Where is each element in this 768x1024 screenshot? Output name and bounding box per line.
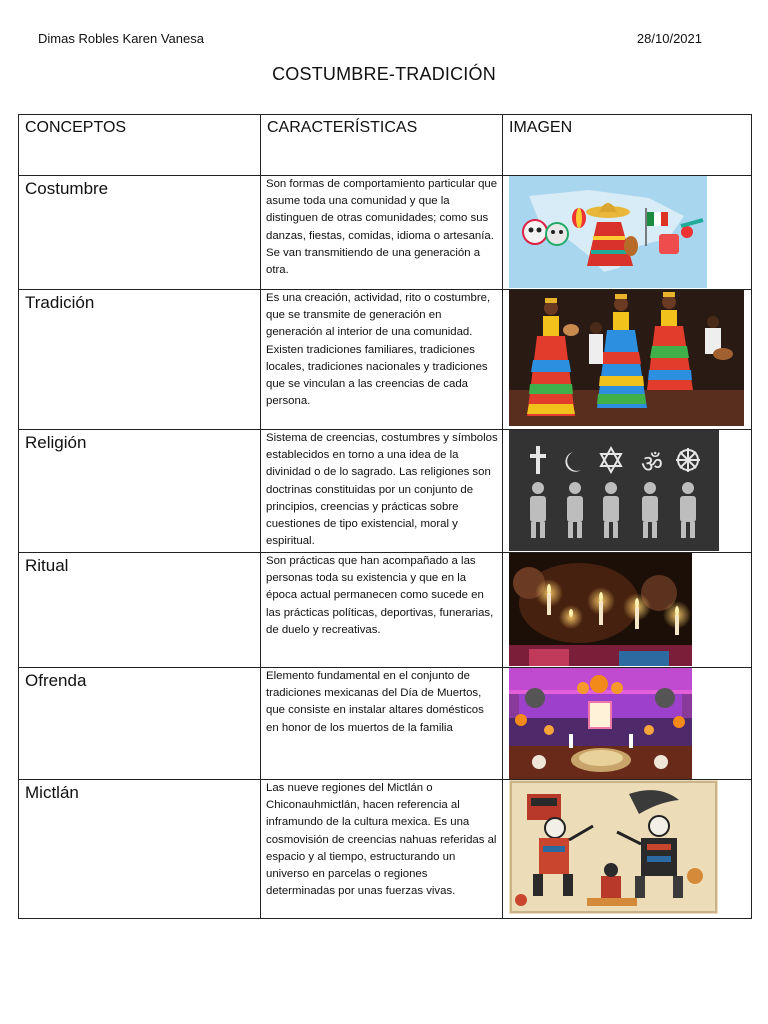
table-row [19,176,752,290]
description-cell: Las nueve regiones del Mictlán o Chiconauhmictlán, hacen referencia al inframundo de la cultura mexica. Es una cosmovisión de creencias nahuas referidas al espacio y al tiempo, estructurando un universo en parcelas o regiones determinadas por unas fuerzas vivas. [261,780,503,919]
table-row [19,553,752,668]
image-cell [503,668,752,780]
concept-cell: Religión [19,430,261,553]
image-cell [503,780,752,919]
svg-text:ॐ: ॐ [641,450,663,478]
table-row [19,290,752,430]
description-cell: Son prácticas que han acompañado a las personas toda su existencia y que en la época actual permanecen como sucede en las prácticas políticas, deportivas, funerarias, de duelo y recreativas. [261,553,503,668]
concept-cell: Ofrenda [19,668,261,780]
aztec-codex-image [509,780,751,914]
religion-symbols-image [509,430,751,551]
author-name: Dimas Robles Karen Vanesa [38,31,204,46]
concept-cell: Ritual [19,553,261,668]
image-cell [503,290,752,430]
page-title: COSTUMBRE-TRADICIÓN [272,64,496,84]
document-header [38,31,702,49]
column-header-conceptos: CONCEPTOS [19,115,261,176]
concepts-table [18,114,752,919]
table-row [19,668,752,780]
table-row [19,430,752,553]
concept-cell: Mictlán [19,780,261,919]
description-cell: Elemento fundamental en el conjunto de tradiciones mexicanas del Día de Muertos, que consiste en instalar altares domésticos en honor de los muertos de la familia [261,668,503,780]
folk-dancers-image [509,290,751,426]
document-date: 28/10/2021 [636,31,702,46]
column-header-caracteristicas: CARACTERÍSTICAS [261,115,503,176]
description-cell: Sistema de creencias, costumbres y símbolos establecidos en torno a una idea de la divinidad o de lo sagrado. Las religiones son doctrinas constituidas por un conjunto de principios, creencias y prácticas sobre cuestiones de tipo existencial, moral y espiritual. [261,430,503,553]
description-cell: Es una creación, actividad, rito o costumbre, que se transmite de generación en generación al interior de una comunidad. Existen tradiciones familiares, tradiciones locales, tradiciones nacionales y tradiciones que se vinculan a las creencias de cada persona. [261,290,503,430]
description-cell: Son formas de comportamiento particular que asume toda una comunidad y que la distinguen de otras comunidades; como sus danzas, fiestas, comidas, idioma o artesanía. Se van transmitiendo de una generación a otra. [261,176,503,290]
table-row [19,780,752,919]
table-header-row [19,115,752,176]
image-cell [503,553,752,668]
column-header-imagen: IMAGEN [503,115,752,176]
concept-cell: Costumbre [19,176,261,290]
mexico-culture-image [509,176,751,288]
image-cell [503,176,752,290]
concept-cell: Tradición [19,290,261,430]
image-cell [503,430,752,553]
day-of-dead-altar-image [509,668,751,779]
candle-ritual-image [509,553,751,666]
